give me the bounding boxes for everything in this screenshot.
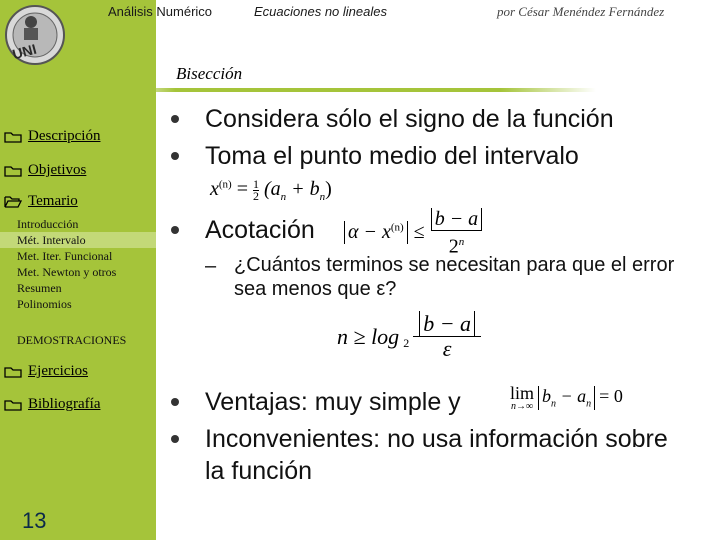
temario-item-intervalo[interactable]: Mét. Intervalo	[0, 232, 156, 248]
folder-icon	[4, 130, 22, 143]
bullet-inconvenientes: Inconvenientes: no usa información sobre la función	[205, 425, 668, 485]
temario-item-iter-funcional[interactable]: Met. Iter. Funcional	[17, 249, 113, 263]
title-divider	[118, 88, 596, 92]
university-logo	[4, 4, 66, 66]
folder-icon	[4, 164, 22, 177]
logo-text: UNI	[10, 40, 39, 63]
bullet-punto-medio: Toma el punto medio del intervalo	[205, 142, 579, 170]
folder-icon	[4, 365, 22, 378]
page-number: 13	[22, 508, 47, 533]
folder-open-icon	[4, 195, 22, 208]
header-author: por César Menéndez Fernández	[497, 4, 665, 19]
nav-objetivos[interactable]	[4, 162, 86, 179]
nav-descripcion-label: Descripción	[28, 128, 101, 144]
temario-item-introduccion[interactable]: Introducción	[17, 217, 79, 231]
formula-midpoint: $x^{(n)}$ = $\frac{1}{2}$ $(a_n + b_n)$	[210, 176, 332, 203]
bullet-acotacion: Acotación	[205, 216, 315, 244]
nav-descripcion[interactable]	[4, 128, 100, 145]
formula-iterations: n ≥ log $_2$ b − a ε	[337, 312, 481, 361]
nav-objetivos-label: Objetivos	[28, 162, 87, 178]
temario-item-resumen[interactable]: Resumen	[17, 281, 62, 295]
sub-bullet-terminos: ¿Cuántos terminos se necesitan para que el error sea menos que ε?	[234, 254, 675, 300]
bullet-dot	[171, 226, 179, 234]
bullet-dot	[171, 115, 179, 123]
bullet-dot	[171, 435, 179, 443]
nav-temario[interactable]	[4, 193, 78, 210]
nav-ejercicios[interactable]	[4, 363, 88, 380]
bullet-ventajas: Ventajas: muy simple y	[205, 388, 461, 416]
header-course: Análisis Numérico	[108, 4, 213, 19]
nav-bibliografia[interactable]	[4, 396, 100, 413]
sub-bullet-dash: –	[205, 255, 217, 277]
header-chapter: Ecuaciones no lineales	[254, 4, 387, 19]
formula-error-bound: $\alpha - x^{(n)}$ ≤ $\frac{b - a}{2^n}$	[344, 208, 482, 258]
nav-ejercicios-label: Ejercicios	[28, 363, 88, 379]
bullet-dot	[171, 152, 179, 160]
folder-icon	[4, 398, 22, 411]
nav-bibliografia-label: Bibliografía	[28, 396, 101, 412]
slide-title: Bisección	[176, 64, 243, 83]
temario-item-newton[interactable]: Met. Newton y otros	[17, 265, 117, 279]
nav-temario-label: Temario	[28, 193, 78, 209]
nav-demostraciones[interactable]: DEMOSTRACIONES	[17, 333, 127, 347]
bullet-signo: Considera sólo el signo de la función	[205, 105, 614, 133]
formula-limit: lim n→∞ $b_n - a_n$ = 0	[510, 383, 623, 412]
temario-item-polinomios[interactable]: Polinomios	[17, 297, 72, 311]
bullet-dot	[171, 398, 179, 406]
